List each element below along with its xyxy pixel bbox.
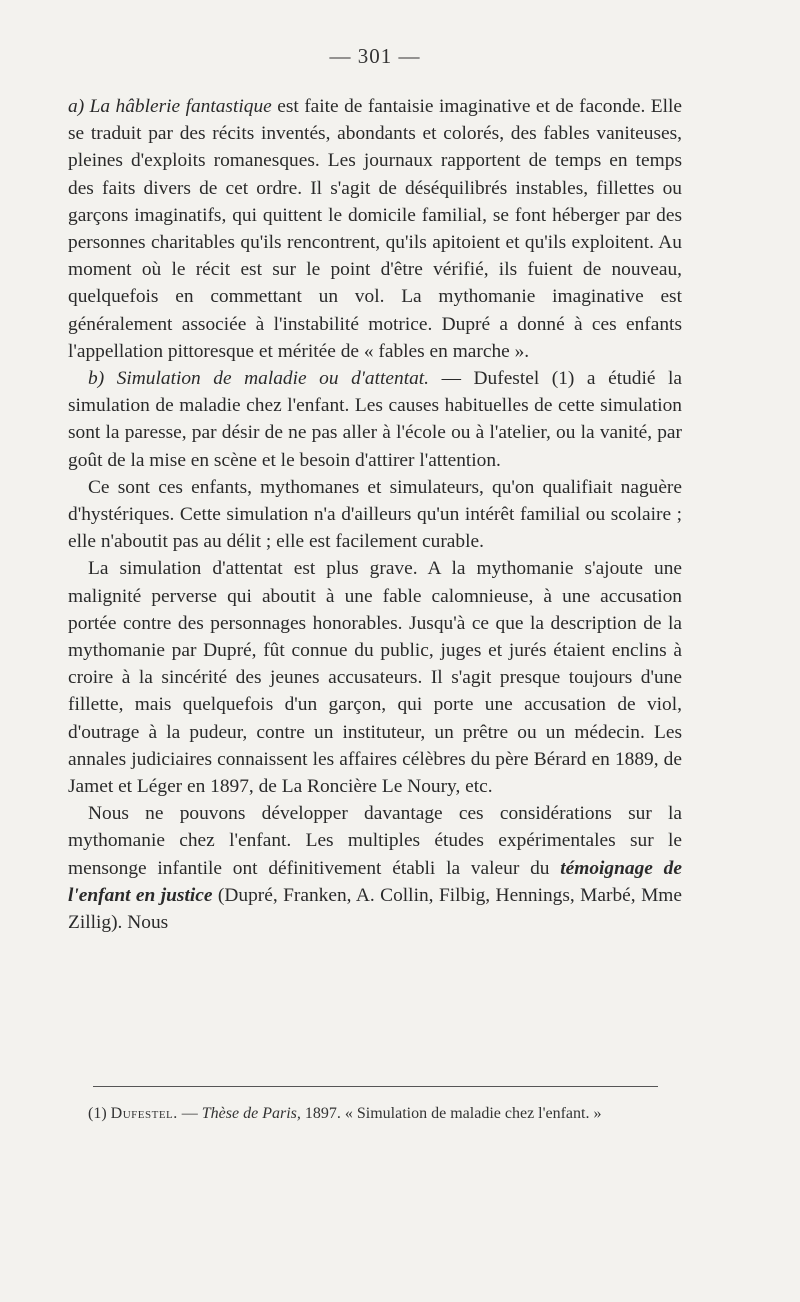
section-a-heading: a) La hâblerie fantastique bbox=[68, 96, 272, 117]
paragraph: Ce sont ces enfants, mythomanes et simulateurs, qu'on qualifiait naguère d'hystériques. Cette simulation n'a d'ailleurs qu'un intérêt familial ou scolaire ; elle n'aboutit pas au délit ; elle est facilement curable. bbox=[68, 476, 682, 553]
page-number: — 301 — bbox=[329, 44, 421, 68]
footnote-rest: 1897. « Simulation de maladie chez l'enfant. » bbox=[304, 1105, 602, 1122]
emphasis: témoignage de l'enfant en justice bbox=[68, 857, 682, 906]
paragraph-b bbox=[68, 365, 682, 474]
body-text bbox=[68, 93, 682, 936]
section-b-text: — Dufestel (1) a étudié la simulation de maladie chez l'enfant. Les causes habituelles de cette simulation sont la paresse, par désir de ne pas aller à l'école ou à l'atelier, ou la vanité, par goût de la mise en scène et le besoin d'attirer l'attention. bbox=[68, 368, 683, 471]
footnote-divider bbox=[93, 1086, 658, 1087]
paragraph: La simulation d'attentat est plus grave. A la mythomanie s'ajoute une malignité perverse qui aboutit à une fable calomnieuse, à une accusation portée contre des personnages honorables. Jusqu'à ce que la description de la mythomanie par Dupré, fût connue du public, juges et jurés étaient enclins à croire à la sincérité des jeunes accusateurs. Il s'agit presque toujours d'une fillette, mais quelquefois d'un garçon, qui porte une accusation de viol, d'outrage à la pudeur, contre un instituteur, un prêtre ou un médecin. Les annales judiciaires connaissent les affaires célèbres du père Bérard en 1889, de Jamet et Léger en 1897, de La Roncière Le Noury, etc. bbox=[68, 558, 682, 798]
footnote-marker: (1) bbox=[88, 1105, 107, 1122]
section-a-text: est faite de fantaisie imaginative et de faconde. Elle se traduit par des récits inventés, abondants et colorés, des fables vaniteuses, pleines d'exploits romanesques. Les journaux rapportent de temps en temps des faits divers de cet ordre. Il s'agit de déséquilibrés instables, fillettes ou garçons imaginatifs, qui quittent le domicile familial, se font héberger par des personnes charitables qu'ils rencontrent, qu'ils apitoient et qu'ils exploitent. Au moment où le récit est sur le point d'être vérifié, ils fuient de nouveau, quelquefois en commettant un vol. La mythomanie imaginative est généralement associée à l'instabilité motrice. Dupré a donné à ces enfants l'appellation pittoresque et méritée de « fables en marche ». bbox=[68, 96, 682, 362]
footnote-author: Dufestel. bbox=[110, 1105, 178, 1122]
paragraph: Nous ne pouvons développer davantage ces considérations sur la mythomanie chez l'enfant. Les multiples études expérimentales sur le mensonge infantile ont définitivement établi la valeur du témoignage de l'enfant en justice (Dupré, Franken, A. Collin, Filbig, Hennings, Marbé, Mme Zillig). Nous bbox=[68, 803, 682, 934]
footnote-title: Thèse de Paris, bbox=[201, 1105, 301, 1122]
footnote: (1) Dufestel. — Thèse de Paris, 1897. « Simulation de maladie chez l'enfant. » bbox=[88, 1105, 602, 1122]
paragraph-a bbox=[68, 93, 682, 365]
section-b-heading: b) Simulation de maladie ou d'attentat. bbox=[88, 368, 430, 390]
